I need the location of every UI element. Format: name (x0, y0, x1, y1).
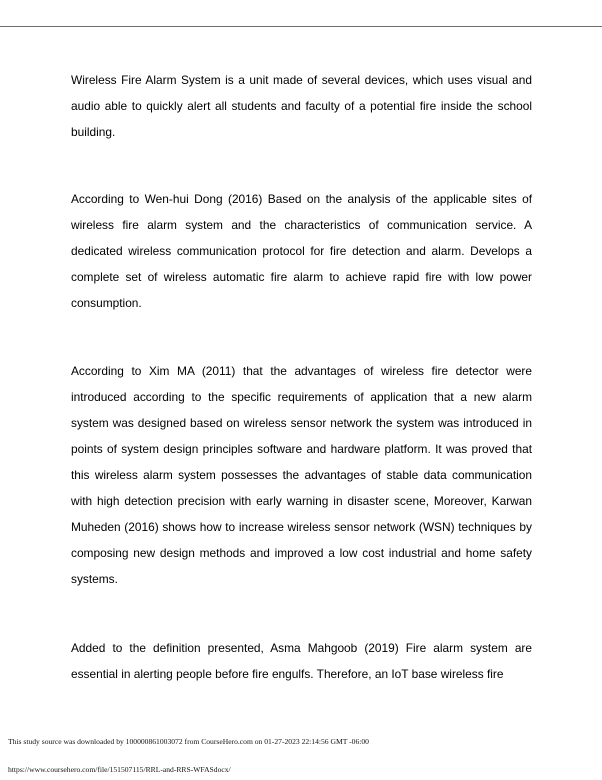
download-source-note: This study source was downloaded by 100000861003072 from CourseHero.com on 01-27-2023 22:14:56 GMT -06:00 (8, 737, 369, 746)
source-url-link[interactable]: https://www.coursehero.com/file/151507115/RRL-and-RRS-WFASdocx/ (8, 765, 231, 774)
paragraph-mahgoob-2019: Added to the definition presented, Asma Mahgoob (2019) Fire alarm system are essential in alerting people before fire engulfs. Therefore, an IoT base wireless fire (71, 641, 532, 681)
paragraph-ma-2011: According to Xim MA (2011) that the advantages of wireless fire detector were introduced according to the specific requirements of application that a new alarm system was designed based on wireless sensor network the system was introduced in points of system design principles software and hardware platform. It was proved that this wireless alarm system possesses the advantages of stable data communication with high detection precision with early warning in disaster scene, Moreover, Karwan Muheden (2016) shows how to increase wireless sensor network (WSN) techniques by composing new design methods and improved a low cost industrial and home safety systems. (71, 364, 532, 586)
paragraph-dong-2016: According to Wen-hui Dong (2016) Based on the analysis of the applicable sites of wireless fire alarm system and the characteristics of communication service. A dedicated wireless communication protocol for fire detection and alarm. Develops a complete set of wireless automatic fire alarm to achieve rapid fire with low power consumption. (71, 192, 532, 310)
paragraph-intro: Wireless Fire Alarm System is a unit made of several devices, which uses visual and audio able to quickly alert all students and faculty of a potential fire inside the school building. (71, 73, 532, 139)
header-divider (0, 26, 602, 27)
document-body (71, 67, 532, 687)
